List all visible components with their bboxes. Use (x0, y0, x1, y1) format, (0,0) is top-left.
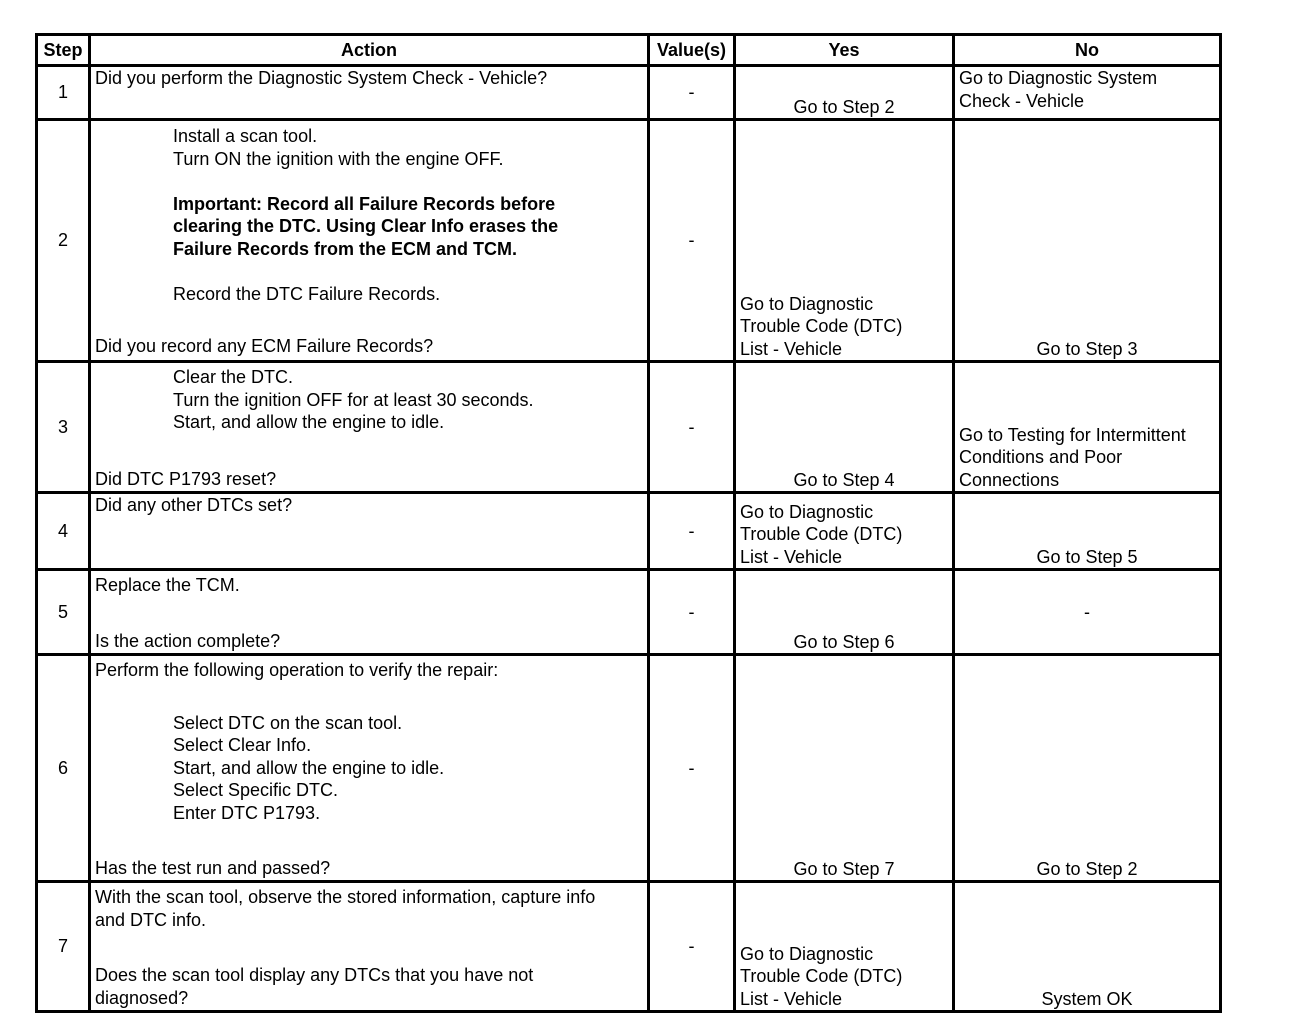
yes-link-line[interactable]: List - Vehicle (740, 546, 843, 567)
yes-link-line[interactable]: Trouble Code (DTC) (740, 316, 903, 336)
action-text: and DTC info. (95, 909, 207, 930)
action-cell (90, 882, 649, 1012)
action-text: Perform the following operation to verify the repair: (95, 660, 499, 680)
action-cell (90, 570, 649, 655)
action-text: Select DTC on the scan tool. (173, 712, 403, 733)
value-cell: - (649, 66, 735, 120)
action-text: With the scan tool, observe the stored information, capture info (95, 887, 596, 907)
table-row (37, 120, 1221, 362)
header-row (37, 35, 1221, 66)
yes-cell (735, 362, 954, 493)
yes-link[interactable]: Go to Step 7 (793, 858, 895, 879)
step-number: 5 (37, 570, 90, 655)
action-text: Record the DTC Failure Records. (173, 283, 441, 304)
no-cell (954, 493, 1221, 570)
diagnostic-table (35, 33, 1222, 1013)
action-question: Does the scan tool display any DTCs that you have not (95, 965, 534, 985)
value-cell: - (649, 655, 735, 882)
table-row (37, 882, 1221, 1012)
no-cell (954, 120, 1221, 362)
no-cell (954, 362, 1221, 493)
no-cell (954, 882, 1221, 1012)
no-cell (954, 66, 1221, 120)
action-text: Replace the TCM. (95, 575, 240, 595)
header-no: No (954, 35, 1221, 66)
action-text: Turn the ignition OFF for at least 30 seconds. (173, 389, 534, 410)
action-cell (90, 493, 649, 570)
no-link[interactable]: Go to Step 2 (1036, 858, 1138, 879)
yes-cell (735, 493, 954, 570)
action-text: Enter DTC P1793. (173, 802, 321, 823)
table-row (37, 493, 1221, 570)
yes-link-line[interactable]: List - Vehicle (740, 338, 843, 359)
no-link-line[interactable]: Connections (959, 469, 1060, 490)
no-link-line[interactable]: Conditions and Poor (959, 447, 1123, 467)
step-number: 2 (37, 120, 90, 362)
action-text: Did you perform the Diagnostic System Check - Vehicle? (95, 68, 548, 88)
yes-link-line[interactable]: Trouble Code (DTC) (740, 966, 903, 986)
table-row (37, 362, 1221, 493)
action-question: Did DTC P1793 reset? (95, 468, 277, 489)
yes-link-line[interactable]: List - Vehicle (740, 988, 843, 1009)
yes-link-line[interactable]: Go to Diagnostic (740, 943, 874, 964)
step-number: 3 (37, 362, 90, 493)
no-link[interactable]: Go to Step 5 (1036, 546, 1138, 567)
yes-link[interactable]: Go to Step 2 (793, 96, 895, 117)
important-note: Important: Record all Failure Records before (173, 193, 556, 214)
important-note: Failure Records from the ECM and TCM. (173, 238, 518, 259)
action-cell (90, 655, 649, 882)
yes-link[interactable]: Go to Step 4 (793, 469, 895, 490)
no-link[interactable]: Go to Step 3 (1036, 338, 1138, 359)
no-cell (954, 655, 1221, 882)
value-cell: - (649, 882, 735, 1012)
yes-link[interactable]: Go to Step 6 (793, 631, 895, 652)
step-number: 7 (37, 882, 90, 1012)
yes-link-line[interactable]: Go to Diagnostic (740, 501, 874, 522)
step-number: 1 (37, 66, 90, 120)
yes-link-line[interactable]: Go to Diagnostic (740, 293, 874, 314)
action-text: Did any other DTCs set? (95, 495, 293, 515)
yes-cell (735, 120, 954, 362)
action-cell (90, 362, 649, 493)
table-row (37, 66, 1221, 120)
action-text: Select Clear Info. (173, 735, 312, 755)
action-text: Start, and allow the engine to idle. (173, 757, 445, 778)
yes-cell (735, 570, 954, 655)
step-number: 6 (37, 655, 90, 882)
value-cell: - (649, 493, 735, 570)
no-link-line[interactable]: Check - Vehicle (959, 90, 1085, 111)
header-values: Value(s) (649, 35, 735, 66)
header-action: Action (90, 35, 649, 66)
action-text: Install a scan tool. (173, 126, 318, 146)
yes-cell (735, 66, 954, 120)
action-cell (90, 66, 649, 120)
header-yes: Yes (735, 35, 954, 66)
action-cell (90, 120, 649, 362)
action-text: Start, and allow the engine to idle. (173, 412, 445, 432)
value-cell: - (649, 120, 735, 362)
action-text: Select Specific DTC. (173, 780, 339, 800)
important-note: clearing the DTC. Using Clear Info erases the (173, 216, 559, 236)
no-link-line[interactable]: Go to Testing for Intermittent (959, 424, 1186, 445)
value-cell: - (649, 570, 735, 655)
yes-link-line[interactable]: Trouble Code (DTC) (740, 524, 903, 544)
no-link-line[interactable]: Go to Diagnostic System (959, 68, 1158, 88)
action-text: Turn ON the ignition with the engine OFF. (173, 148, 504, 169)
table-row (37, 570, 1221, 655)
action-question: Did you record any ECM Failure Records? (95, 335, 434, 356)
action-question: Has the test run and passed? (95, 857, 331, 878)
action-question: Is the action complete? (95, 630, 281, 651)
yes-cell (735, 655, 954, 882)
step-number: 4 (37, 493, 90, 570)
yes-cell (735, 882, 954, 1012)
table-row (37, 655, 1221, 882)
no-result: System OK (1041, 988, 1133, 1009)
no-cell: - (954, 570, 1221, 655)
action-text: Clear the DTC. (173, 367, 294, 387)
value-cell: - (649, 362, 735, 493)
header-step: Step (37, 35, 90, 66)
action-question: diagnosed? (95, 987, 189, 1008)
